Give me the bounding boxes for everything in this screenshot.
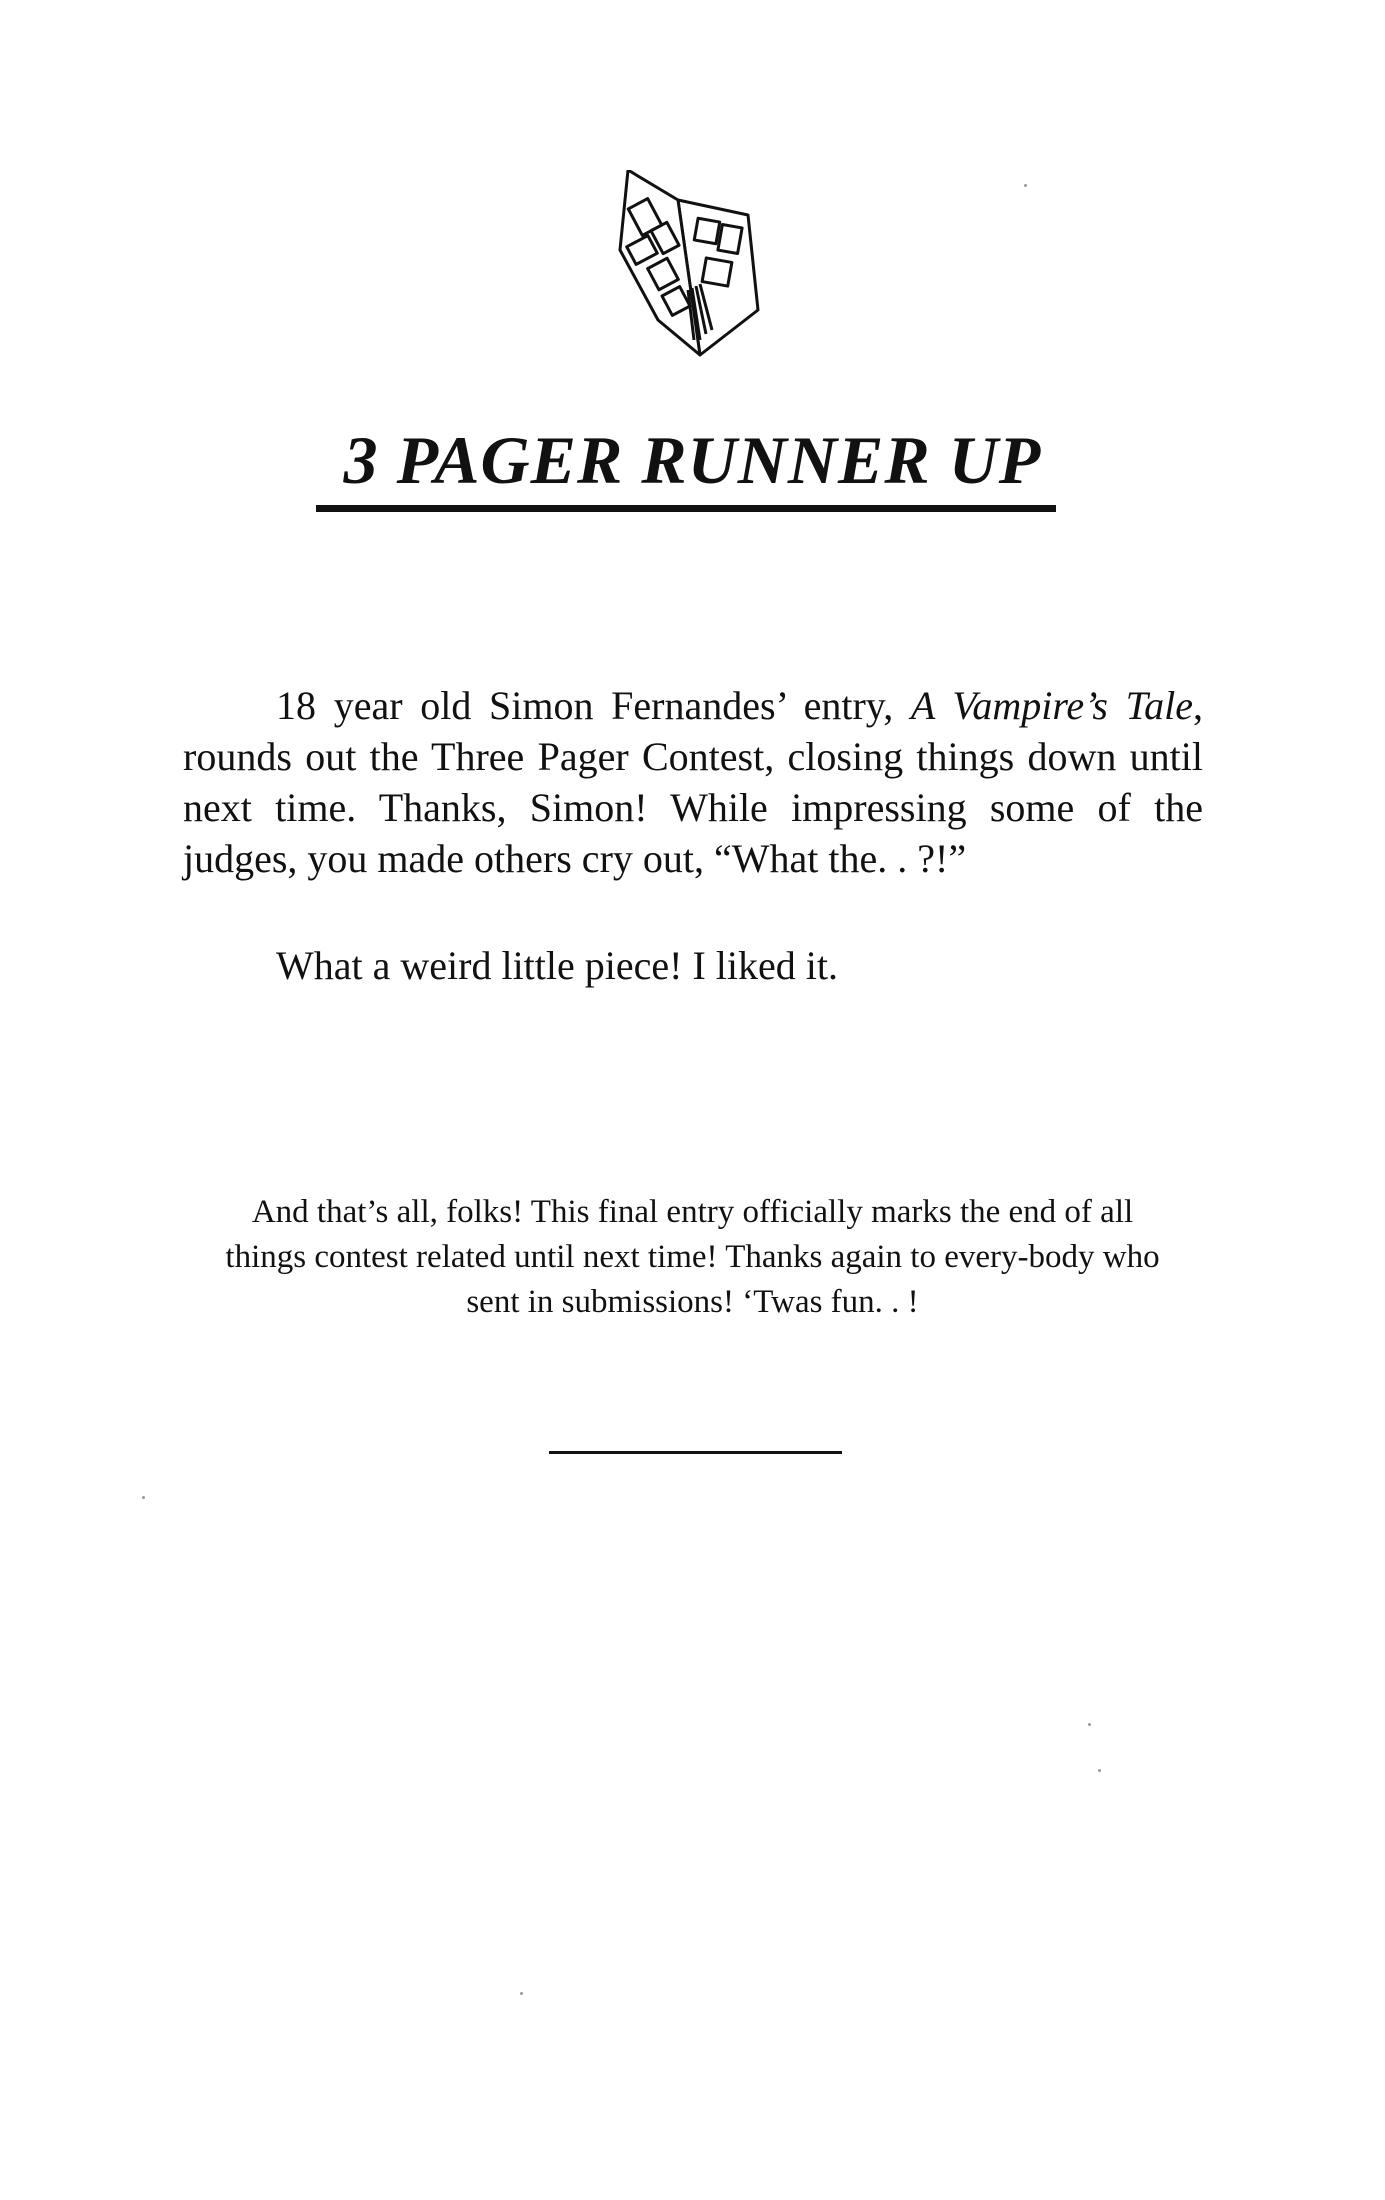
contest-paragraph <box>183 680 1203 884</box>
paper-speck <box>1098 1769 1101 1772</box>
paper-speck <box>520 1992 523 1995</box>
page-title: 3 PAGER RUNNER UP <box>343 422 1042 498</box>
paper-speck <box>1024 184 1027 187</box>
closing-note: And that’s all, folks! This final entry officially marks the end of all things contest related until next time! Thanks again to every-body who sent in submissions! ‘Twas fun. . ! <box>225 1194 1160 1320</box>
comment-paragraph: What a weird little piece! I liked it. <box>276 943 838 988</box>
end-rule <box>549 1451 842 1454</box>
title-underline <box>316 505 1056 512</box>
paper-speck <box>1088 1723 1091 1726</box>
entry-title: A Vampire’s Tale <box>910 683 1194 728</box>
paragraph-lead: 18 year old Simon Fernandes’ entry, <box>276 683 894 728</box>
comic-book-icon <box>608 170 778 370</box>
paragraph-rest: , rounds out the Three Pager Contest, closing things down until next time. Thanks, Simon! While impressing some of the judges, you made others cry out, “What the. . ?!” <box>183 683 1204 881</box>
paper-speck <box>142 1496 145 1499</box>
